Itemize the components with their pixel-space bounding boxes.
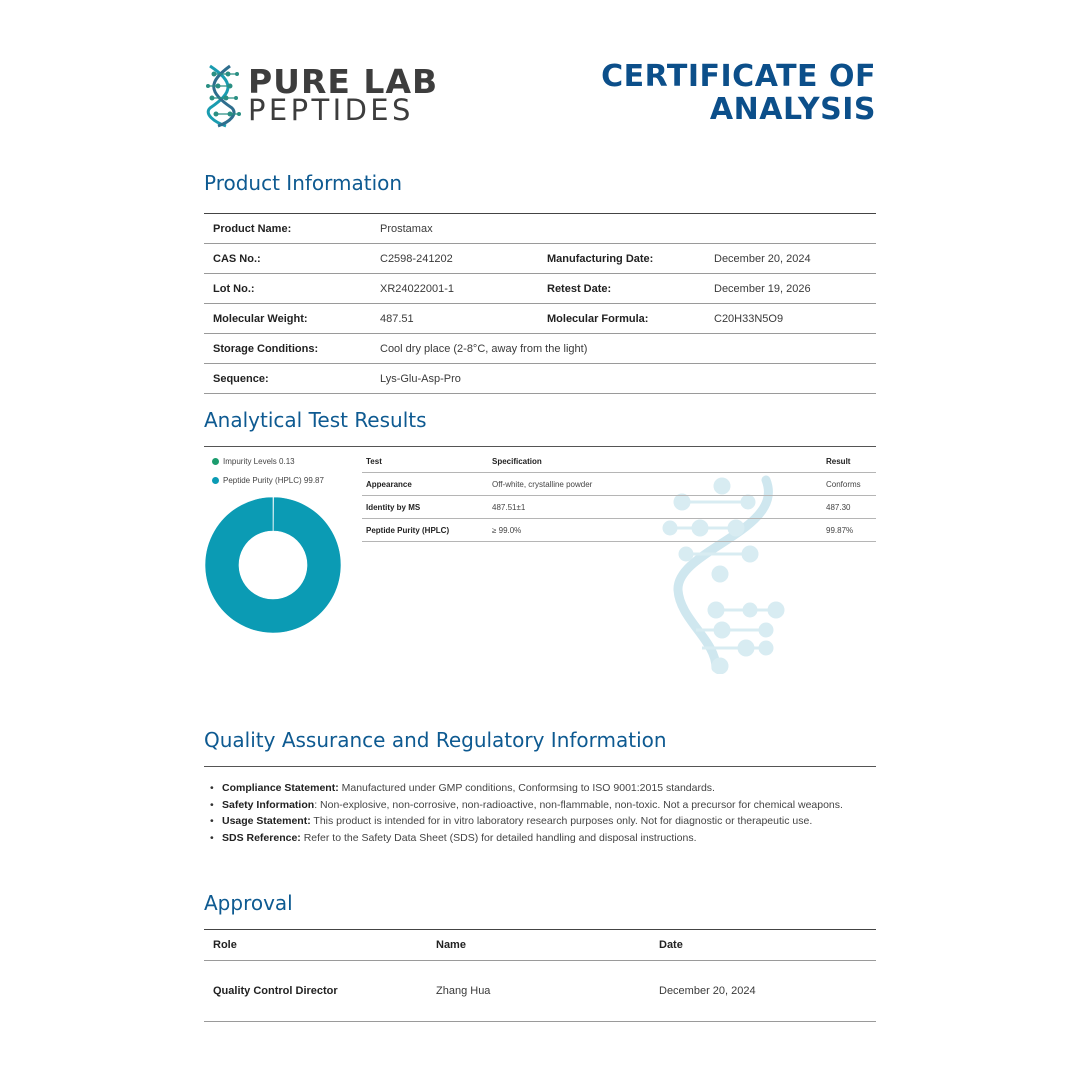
test-result: Conforms (822, 473, 876, 496)
table-row (204, 214, 876, 244)
field-value: Lys-Glu-Asp-Pro (371, 364, 876, 394)
brand-name-line2: PEPTIDES (248, 93, 414, 127)
list-item-label: Usage Statement: (222, 815, 311, 827)
approval-heading: Approval (204, 891, 293, 915)
test-name: Identity by MS (362, 496, 488, 519)
field-label: CAS No.: (204, 244, 371, 274)
test-specification: ≥ 99.0% (488, 519, 822, 542)
table-header-row (362, 450, 876, 473)
test-result: 487.30 (822, 496, 876, 519)
table-row (204, 304, 876, 334)
qa-list (204, 780, 894, 846)
field-label: Retest Date: (538, 274, 705, 304)
section-divider (204, 766, 876, 767)
list-item-text: This product is intended for in vitro laboratory research purposes only. Not for diagnostic or therapeutic use. (310, 815, 813, 827)
approval-name: Zhang Hua (427, 961, 650, 1022)
column-header-date: Date (650, 930, 876, 961)
field-value: Cool dry place (2-8°C, away from the light) (371, 334, 876, 364)
table-header-row (204, 930, 876, 961)
qa-heading: Quality Assurance and Regulatory Information (204, 728, 667, 752)
list-item (222, 830, 894, 847)
table-row (204, 244, 876, 274)
analytical-results-table (362, 450, 876, 542)
field-value: C20H33N5O9 (705, 304, 876, 334)
table-row (204, 364, 876, 394)
field-label: Molecular Formula: (538, 304, 705, 334)
dna-helix-icon (204, 62, 244, 128)
field-label: Molecular Weight: (204, 304, 371, 334)
product-information-heading: Product Information (204, 171, 403, 195)
list-item-label: Safety Information (222, 798, 315, 811)
document-title-line2: ANALYSIS (709, 92, 876, 127)
list-item (222, 813, 894, 830)
approval-date: December 20, 2024 (650, 961, 876, 1022)
field-value: Prostamax (371, 214, 876, 244)
column-header-result: Result (822, 450, 876, 473)
column-header-specification: Specification (488, 450, 822, 473)
table-row (204, 334, 876, 364)
brand-name-line1: PURE LAB (248, 62, 439, 101)
legend-swatch (212, 458, 219, 465)
field-value: December 19, 2026 (705, 274, 876, 304)
field-value: C2598-241202 (371, 244, 538, 274)
list-item-label: SDS Reference: (222, 831, 301, 844)
section-divider (204, 446, 876, 447)
legend-label: Peptide Purity (HPLC) 99.87 (223, 476, 324, 485)
list-item-text: : Non-explosive, non-corrosive, non-radioactive, non-flammable, non-toxic. Not a precursor for chemical weapons. (314, 798, 843, 811)
list-item (222, 797, 894, 814)
list-item (222, 780, 894, 797)
field-value: XR24022001-1 (371, 274, 538, 304)
test-specification: Off-white, crystalline powder (488, 473, 822, 496)
table-row (362, 519, 876, 542)
field-value: December 20, 2024 (705, 244, 876, 274)
purity-donut-chart (204, 496, 342, 634)
table-row (204, 274, 876, 304)
donut-slice-peptide-purity-hplc (205, 497, 341, 633)
list-item-label: Compliance Statement: (222, 782, 339, 794)
table-row (362, 473, 876, 496)
document-title (601, 60, 876, 126)
legend-item-purity (212, 476, 324, 485)
test-specification: 487.51±1 (488, 496, 822, 519)
column-header-role: Role (204, 930, 427, 961)
column-header-test: Test (362, 450, 488, 473)
list-item-text: Manufactured under GMP conditions, Conformsing to ISO 9001:2015 standards. (338, 782, 715, 794)
field-label: Storage Conditions: (204, 334, 371, 364)
field-value: 487.51 (371, 304, 538, 334)
legend-swatch (212, 477, 219, 484)
legend-label: Impurity Levels 0.13 (223, 457, 295, 466)
field-label: Manufacturing Date: (538, 244, 705, 274)
table-row (362, 496, 876, 519)
approval-table (204, 929, 876, 1022)
approval-role: Quality Control Director (204, 961, 427, 1022)
analytical-results-heading: Analytical Test Results (204, 408, 427, 432)
table-row (204, 961, 876, 1022)
field-label: Product Name: (204, 214, 371, 244)
field-label: Lot No.: (204, 274, 371, 304)
brand-logo-block (204, 62, 444, 128)
test-result: 99.87% (822, 519, 876, 542)
legend-item-impurity (212, 457, 295, 466)
document-title-line1: CERTIFICATE OF (601, 59, 876, 94)
list-item-text: Refer to the Safety Data Sheet (SDS) for detailed handling and disposal instructions. (300, 831, 697, 844)
test-name: Appearance (362, 473, 488, 496)
product-information-table (204, 213, 876, 394)
column-header-name: Name (427, 930, 650, 961)
field-label: Sequence: (204, 364, 371, 394)
test-name: Peptide Purity (HPLC) (362, 519, 488, 542)
